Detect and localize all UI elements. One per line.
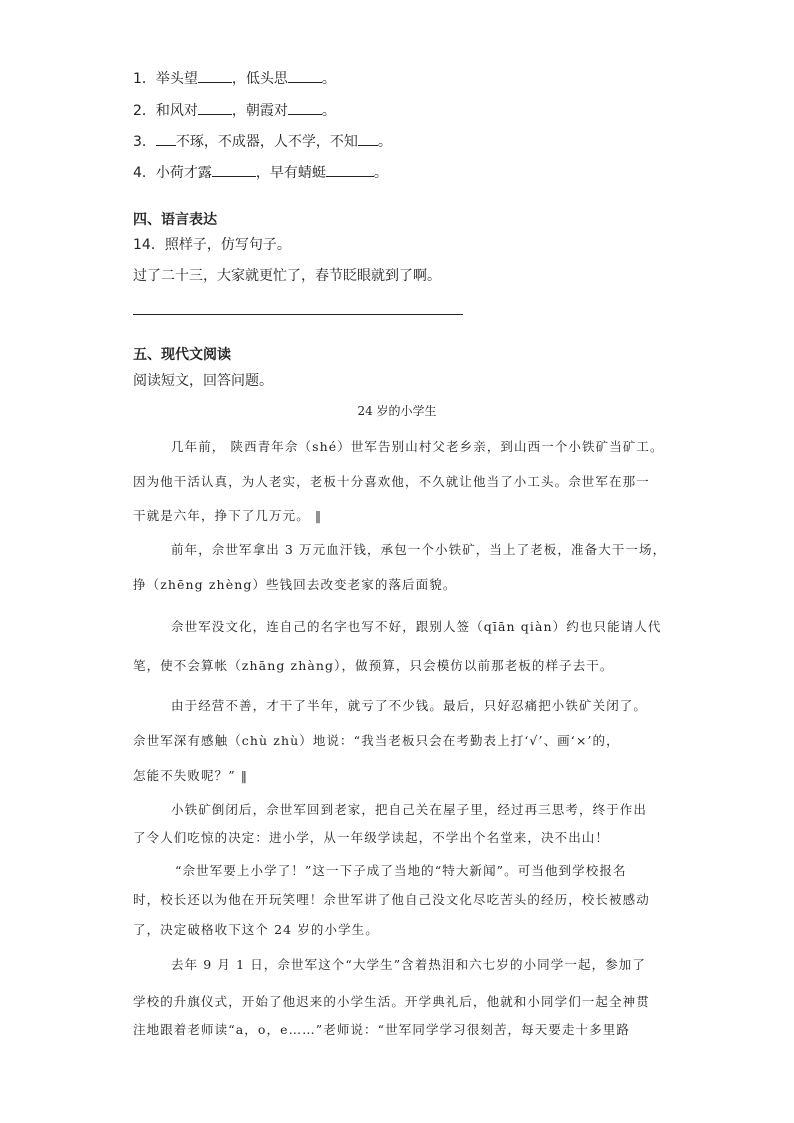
paragraph-line: 由于经营不善，才干了半年，就亏了不少钱。最后，只好忍痛把小铁矿关闭了。 bbox=[171, 698, 648, 713]
question-14: 14．照样子，仿写句子。 bbox=[133, 237, 291, 253]
question-3: 3． 不琢，不成器，人不学，不知 。 bbox=[133, 134, 392, 150]
question-number: 2． bbox=[133, 103, 156, 119]
section-title-language: 四、语言表达 bbox=[133, 212, 217, 228]
paragraph-line: 时，校长还以为他在开玩笑哩！佘世军讲了他自己没文化尽吃苦头的经历，校长被感动 bbox=[133, 892, 650, 907]
example-sentence: 过了二十三，大家就更忙了，春节眨眼就到了啊。 bbox=[133, 268, 441, 284]
answer-blank[interactable] bbox=[156, 133, 176, 146]
answer-line[interactable] bbox=[133, 314, 463, 315]
answer-blank[interactable] bbox=[288, 102, 322, 115]
answer-blank[interactable] bbox=[198, 102, 232, 115]
question-4: 4．小荷才露 ，早有蜻蜓 。 bbox=[133, 165, 388, 181]
question-1: 1．举头望 ，低头思 。 bbox=[133, 71, 336, 87]
paragraph-line: 注地跟着老师读“a，o，e……”老师说：“世军同学学习很刻苦，每天要走十多里路 bbox=[133, 1022, 630, 1037]
paragraph-line: 去年 9 月 1 日，佘世军这个“大学生”含着热泪和六七岁的小同学一起，参加了 bbox=[171, 957, 646, 972]
answer-blank[interactable] bbox=[288, 70, 322, 83]
paragraph-line: 几年前， 陕西青年佘（shé）世军告别山村父老乡亲，到山西一个小铁矿当矿工。 bbox=[171, 439, 664, 454]
paragraph-line: 了令人们吃惊的决定：进小学，从一年级学读起，不学出个名堂来，决不出山！ bbox=[133, 830, 610, 845]
paragraph-line: 前年，佘世军拿出 3 万元血汗钱，承包一个小铁矿，当上了老板，准备大干一场， bbox=[171, 542, 667, 557]
answer-blank[interactable] bbox=[212, 164, 256, 177]
paragraph-line: 佘世军深有感触（chù zhù）地说：“我当老板只会在考勤表上打‘√’、画‘×’的， bbox=[133, 733, 620, 748]
answer-blank[interactable] bbox=[326, 164, 374, 177]
answer-blank[interactable] bbox=[198, 70, 232, 83]
paragraph-line: “佘世军要上小学了！”这一下子成了当地的“特大新闻”。可当他到学校报名 bbox=[175, 863, 627, 878]
paragraph-line: 小铁矿倒闭后，佘世军回到老家，把自己关在屋子里，经过再三思考，终于作出 bbox=[171, 802, 648, 817]
paragraph-line: 了，决定破格收下这个 24 岁的小学生。 bbox=[133, 922, 379, 937]
section-title-reading: 五、现代文阅读 bbox=[133, 347, 231, 363]
question-number: 3． bbox=[133, 134, 156, 150]
paragraph-line: 挣（zhēng zhèng）些钱回去改变老家的落后面貌。 bbox=[133, 577, 457, 592]
paragraph-line: 佘世军没文化，连自己的名字也写不好，跟别人签（qīān qiàn）约也只能请人代 bbox=[171, 619, 662, 634]
answer-blank[interactable] bbox=[358, 133, 378, 146]
paragraph-line: 学校的升旗仪式，开始了他迟来的小学生活。开学典礼后，他就和小同学们一起全神贯 bbox=[133, 994, 650, 1009]
question-number: 4． bbox=[133, 165, 156, 181]
paragraph-line: 怎能不失败呢？” ‖ bbox=[133, 768, 249, 783]
paragraph-line: 干就是六年，挣下了几万元。 ‖ bbox=[133, 508, 323, 523]
story-title: 24 岁的小学生 bbox=[357, 404, 437, 418]
reading-instruction: 阅读短文，回答问题。 bbox=[133, 373, 273, 389]
question-2: 2．和风对 ，朝霞对 。 bbox=[133, 103, 336, 119]
paragraph-line: 笔，使不会算帐（zhāng zhàng），做预算，只会模仿以前那老板的样子去干。 bbox=[133, 658, 614, 673]
question-number: 1． bbox=[133, 71, 156, 87]
paragraph-line: 因为他干活认真，为人老实，老板十分喜欢他，不久就让他当了小工头。佘世军在那一 bbox=[133, 474, 650, 489]
